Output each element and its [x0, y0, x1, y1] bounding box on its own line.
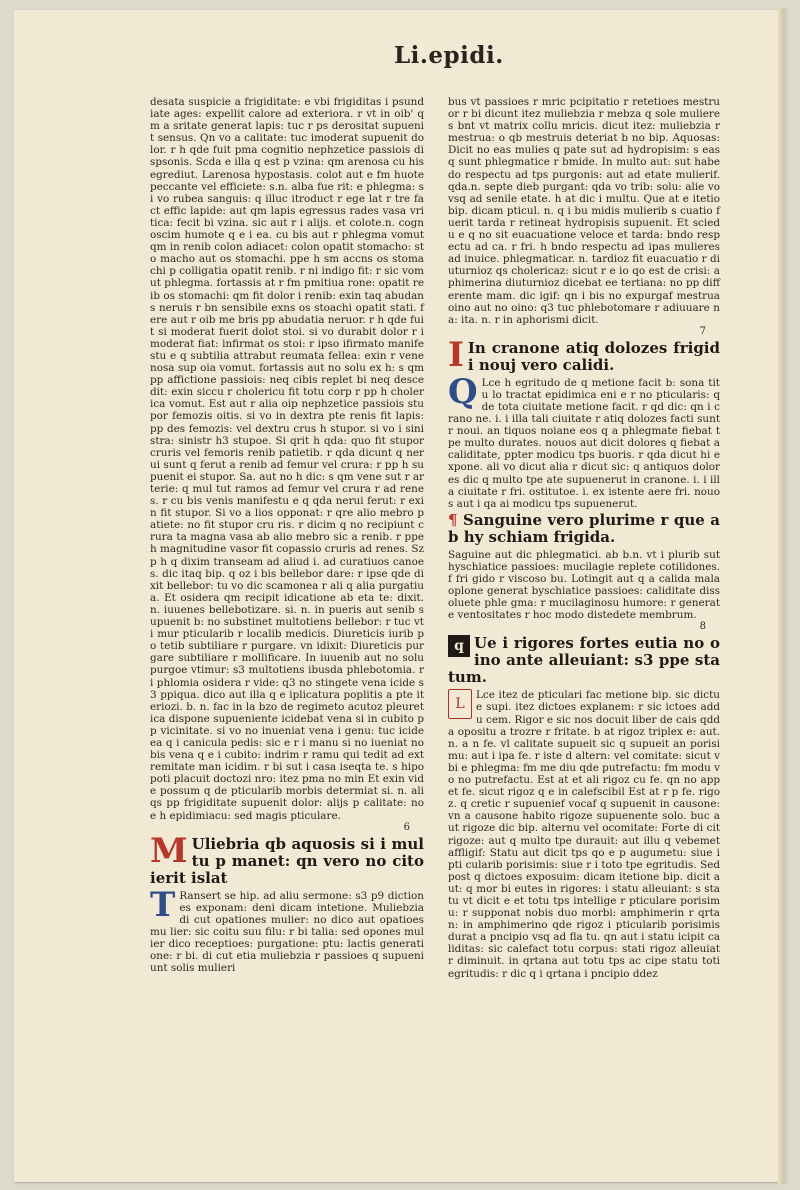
- right-column: [448, 96, 720, 980]
- initial-q: Q: [448, 371, 478, 412]
- right-paragraph-4: Lce itez de pticulari fac metione bip. sic dictu e supi. itez dictoes explanem: r sic ictoes addu cem. Rigor e sic nos docuit liber de cais qdda opositu a trozre r fritate. b at rigoz triplex e: aut. n. a n fe. vl calitate supueit sic q supueit an porisimu: aut i ipa fe. r iste d altern: vel comitate: sicut vbi e phlegma: fm me diu qde putrefactu: fm modu vo no putrefactu. Est at et ali rigoz cu fe. qn no appet fe. sicut rigoz q e in calefscibil Est at r p fe. rigoz. q cretic r supuenief vocaf q supuenit in causone: vn a causone habito rigoze supuenente solo. buc aut rigoze dic bip. alternu vel ocomitate: Forte di cit rigoze: aut q multo tpe durauit: aut illu q vebemet affligif: Statu aut dicit tps qo e p augumetu: siue i pti cularib porisimis: siue r i toto tpe egritudis. Sed post q dictoes exposuim: dicam itetione bip. dicit aut: q mor bi eutes in rigores: i statu alleuiant: s statu vt dicit e et totu tps intellige r pticulare porisimu: r supponat nobis duo morbi: amphimerin r qrtan: in amphimerino qde rigoz i pticularib porisimis durat a pncipio vsq ad fla tu. qn aut i statu icipit caliditas: sic calefact totu corpus: stati rigoz alleuiat r diminuit. in qrtana aut totu tps ac cipe statu toti egritudis: r dic q i qrtana i pncipio ddez: [448, 689, 720, 980]
- lemma-text: Ue i rigores fortes eutia no oino ante alleuiant: s3 ppe statum.: [448, 634, 720, 687]
- lemma-text: In cranone atiq dolozes frigidi nouj vero calidi.: [467, 338, 720, 374]
- running-head: Li.epidi.: [394, 42, 504, 69]
- lemma-cranone: [448, 334, 720, 375]
- commentary-block: [448, 371, 720, 510]
- lemma-muliebria: [150, 830, 424, 887]
- left-paragraph-1: desata suspicie a frigiditate: e vbi frigiditas i psundiate ages: expellit calore ad exteriora. r vt in oib' qm a sritate generat lapis: tuc r ps derositat supuenit sensus. Qn vo a calitate: tuc imoderat supuenit dolor. r h qde fuit pma cognitio nephzetice passiois dispsonis. Scda e illa q est p vzina: qm arenosa cu his egrediut. Larenosa hypostasis. colot aut e fm huote peccante vel efficiete: s.n. alba fue rit: e phlegma: si vo rubea sanguis: q illuc itroduct r ege lat r tre fact effic lapide: aut qm lapis egressus rades vasa vritica: fecit bi vzina. sic aut r i alijs. et colote.n. cognoscim humote q e i ea. cu bis aut r phlegma vomut qm in renib colon adiacet: colon opatit stomacho: sto macho aut os stomachi. ppe h sm accns os stomachi p colligatia opatit renib. r ni indigo fit: r sic vomut phlegma. fortassis at r fm pmitiua rone: opatit reib os stomachi: qm fit dolor i renib: exin taq abudans neruis r bn sensibile exns os stoachi opatit stati. fere aut r oib me bris pp abudatia neruor. r h qde fuit si moderat fuerit dolot stoi. si vo durabit dolor r imoderat fiat: infirmat os stoi: r ipso ifirmato manifestu e q subtilia attrabut reumata fellea: exin r venenosa sup oia vomut. fortassis aut no solu ex h: s qm pp affictione passiois: neq cibis replet bi neq descedit: exin siccu r cholericu fit totu corp r pp h cholerica vomut. Est aut r alia oip nephzetice passiois stupor femozis oitis. si vo in dextra pte renis fit lapis: pp des femozis: vel dextru crus h stupor. si vo i sinistra: sinistr h3 stupoe. Si qrit h qda: quo fit stupor cruris vel femoris renib patietib. r qda dicunt q nerui sunt q ferut a renib ad femur vel crura: r pp h supuenit ei stupor. Sa. aut no h dic: s qm vene sut r arterie: q mul tut ramos ad femur vel crura r ad renes. r cu bis venis manifestu e q qda nerui ferut: r exin fit stupor. Si vo a lios opponat: r qre alio mebro patiete: no fit stupor cru ris. r dicim q no recipiunt crura ta magna vasa ab alio mebro sic a renib. r ppe h magnitudine vasor fit copassio cruris ad renes. Sz p h q dixim transeam ad aliud i. ad curatiuos canoes. dic itaq bip. q oz i bis bellebor dare: r ipse qde dixit bellebor: tu vo dic scamonea r ali q alia purgatiua. Et osidera qm recipit idicatione ab eta te: dixit. n. iuuenes bellebotizare. si. n. in pueris aut senib supuenit b: no substinet multotiens bellebor: r tuc vti mur pticularib r localib medicis. Diureticis iurib po tetib subtiliare r purgare. vn idixit: Diureticis purgare subtiliare r mollificare. In iuuenib aut no solu purgoe vtimur: s3 multotiens ibusda phlebotomia. r i phlomia osidera r vide: q3 no stingete vena icide s3 ppiqua. dico aut illa q e iplicatura poplitis a pte iteriozi. b. n. fac in la bzo de regimeto acutoz pleuretica dispone supueniente icidebat vena si in cubito pp vicinitate. si vo no inueniat vena i genu: tuc icide ea q i canicula pedis: sic e r i manu si no iueniat nobis vena q e i cubito: indrim r ramu qui tedit ad extremitate man icidim. r bi sut i casa iseqta te. s hipo poti placuit doctozi nro: itez pma no min Et exin vide possum q de pticularib morbis determiat si. n. aliqs pp frigiditate supuenit dolor: alijs p calitate: no e h epidimiacu: sed magis pticulare.: [150, 96, 424, 822]
- right-paragraph-2: Lce h egritudo de q metione facit b: sona titu lo tractat epidimica eni e r no pticularis: q de tota ciuitate metione facit. r qd dic: qn i crano ne. i. i illa tali ciuitate r atiq dolozes facti sunt r noui. an tiquos noiane eos q a phlegmate fiebat tpe multo durates. nouos aut dicit dolores q fiebat a caliditate, ppter modicu tps buoris. r qda dicut hi expone. ali vo dicut alia r dicut sic: q antiquos dolores dic q multo tpe ate supuenerut in cranone. i. i illa ciuitate r fri. ostitutoe. i. ex istente aere fri. nouos aut i qa ai modicu tps supuenerut.: [448, 376, 720, 510]
- paragraph-mark-icon: ¶: [448, 510, 458, 529]
- lemma-rigores: [448, 635, 720, 686]
- initial-t: T: [150, 884, 176, 925]
- right-paragraph-1: bus vt passioes r mric pcipitatio r retetioes mestruor r bi dicunt itez muliebzia r mebza q sole mulieres bnt vt matrix collu mricis. dicut itez: muliebzia r mestrua: o qb mestruis deteriat b no bip. Aquosas: Dicit no eas mulies q pate sut ad hydropisim: s eas q sunt phlegmatice r bmide. In multo aut: sut habedo respectu ad tps purgonis: aut ad etate mulierif. qda.n. septe dieb purgant: qda vo trib: solu: alie vo vsq ad senile etate. h at dic i multu. Que at e itetio bip. dicam pticul. n. q i bu midis mulierib s cuatio fuerit tarda r retineat hydropisis supuenit. Et sciedu e q no sit euacuatione veloce et tarda: bndo respectu ad ca. r fri. h bndo respectu ad ipas mulieres ad inuice. phlegmaticar. n. tardioz fit euacuatio r diuturnioz qs cholericaz: sicut r e io qo est de crisi: aphimerina diuturnioz dicebat ee tertiana: no pp differente mam. dic igif: qn i bis no expurgaf mestrua oino aut no oino: q3 tuc phlebotomare r adiuuare na: ita. n. r in aphorismi dicit.: [448, 96, 720, 326]
- initial-m: M: [150, 830, 188, 871]
- initial-l: L: [448, 689, 472, 719]
- page-edge: [778, 8, 788, 1184]
- right-paragraph-3: Saguine aut dic phlegmatici. ab b.n. vt i plurib sut hyschiatice passioes: mucilagie replete cotilidones. f fri gido r viscoso bu. Lotingit aut q a calida mala oplone generat byschiatice passioes: caliditate dissoluete phle gma: r mucilaginosu humore: r generate ventositates r hoc modo distedete membrum.: [448, 548, 720, 622]
- section-number: 7: [699, 325, 706, 337]
- lemma-sanguine: [448, 512, 720, 546]
- lemma-text: Uliebria qb aquosis si i multu p manet: qn vero no cito ierit islat: [150, 834, 424, 887]
- section-number: 8: [699, 621, 706, 633]
- commentary-block: [448, 689, 720, 979]
- left-paragraph-2: Ransert se hip. ad aliu sermone: s3 p9 dictiones exponam: deni dicam intetione. Muliebzia di cut opationes mulier: no dico aut opatioes mu lier: sic coitu suu filu: r bi talia: sed opones mulier dico receptioes: purgatione: ptu: lactis generatione: r bi. di cut etia muliebzia r passioes q supueniunt solis mulieri: [150, 889, 424, 975]
- commentary-block: [150, 884, 424, 975]
- initial-i: I: [448, 334, 464, 375]
- lemma-text: Sanguine vero plurime r que ab hy schiam frigida.: [448, 510, 720, 546]
- initial-q-box: q: [448, 635, 470, 657]
- section-number: 6: [403, 821, 410, 833]
- left-column: [150, 96, 424, 975]
